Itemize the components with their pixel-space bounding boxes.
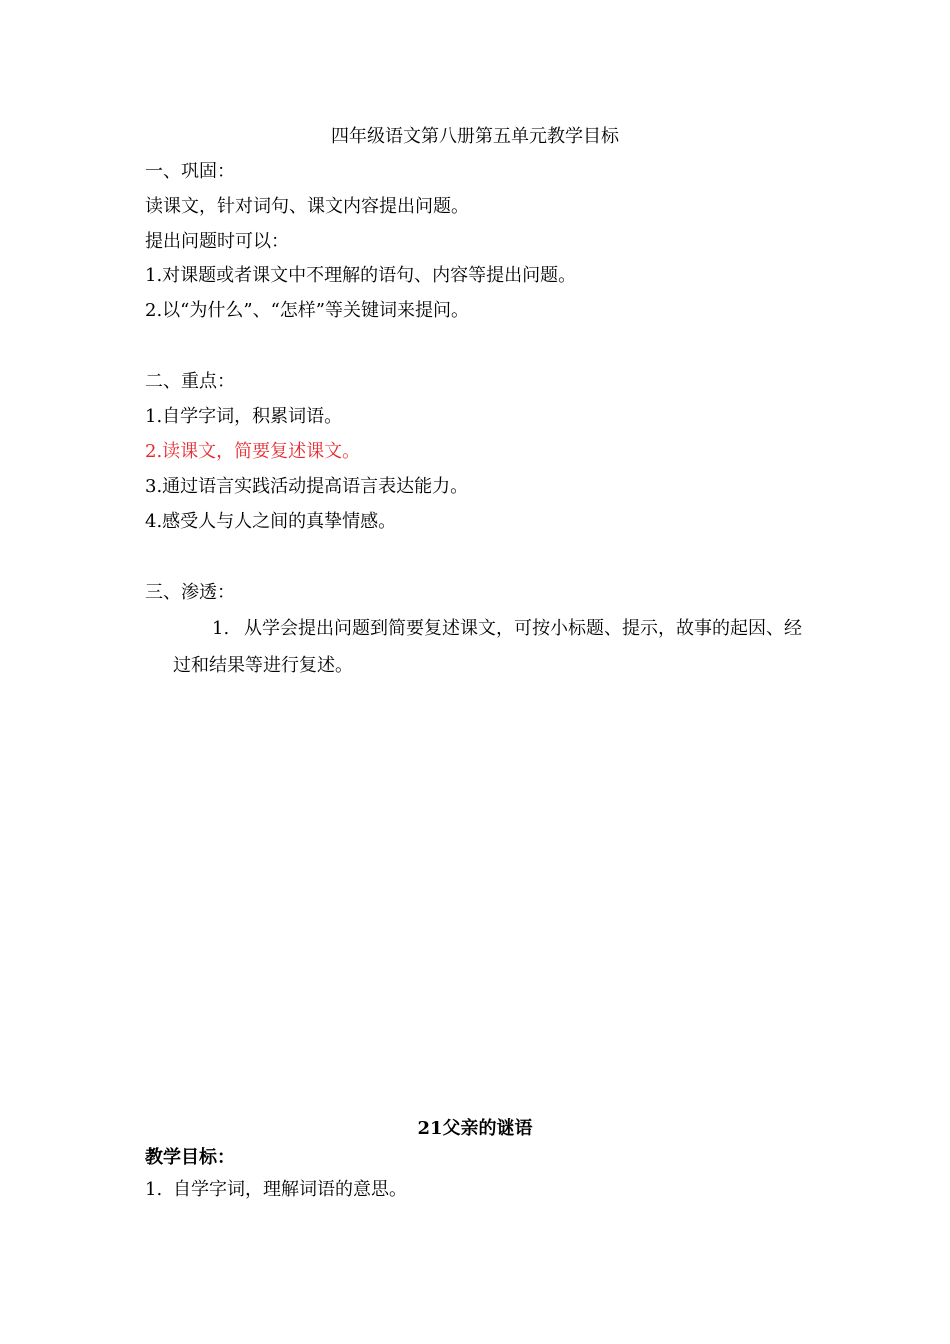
key-point-2-highlighted: 2.读课文，简要复述课文。 — [145, 441, 361, 462]
key-point-4: 4.感受人与人之间的真挚情感。 — [145, 511, 397, 532]
consolidate-line-4: 2.以“为什么”、“怎样”等关键词来提问。 — [145, 300, 469, 321]
key-points-heading: 二、重点： — [145, 371, 235, 392]
consolidate-line-2: 提出问题时可以： — [145, 231, 289, 252]
consolidate-line-1: 读课文，针对词句、课文内容提出问题。 — [145, 196, 469, 217]
infiltrate-item — [212, 617, 892, 641]
goal-item-text: 自学字词，理解词语的意思。 — [173, 1179, 407, 1200]
goals-heading: 教学目标： — [145, 1147, 235, 1168]
infiltrate-item-continuation: 过和结果等进行复述。 — [173, 655, 353, 676]
key-point-1: 1.自学字词，积累词语。 — [145, 406, 343, 427]
infiltrate-item-text: 从学会提出问题到简要复述课文，可按小标题、提示，故事的起因、经 — [244, 618, 802, 639]
consolidate-line-3: 1.对课题或者课文中不理解的语句、内容等提出问题。 — [145, 265, 577, 286]
infiltrate-item-number: 1. — [212, 618, 230, 639]
goal-item — [145, 1178, 825, 1202]
consolidate-heading: 一、巩固： — [145, 161, 235, 182]
key-point-3: 3.通过语言实践活动提高语言表达能力。 — [145, 476, 469, 497]
infiltrate-heading: 三、渗透： — [145, 582, 235, 603]
lesson-title: 21父亲的谜语 — [417, 1118, 533, 1139]
goal-item-number: 1. — [145, 1179, 163, 1200]
unit-title: 四年级语文第八册第五单元教学目标 — [331, 126, 619, 147]
